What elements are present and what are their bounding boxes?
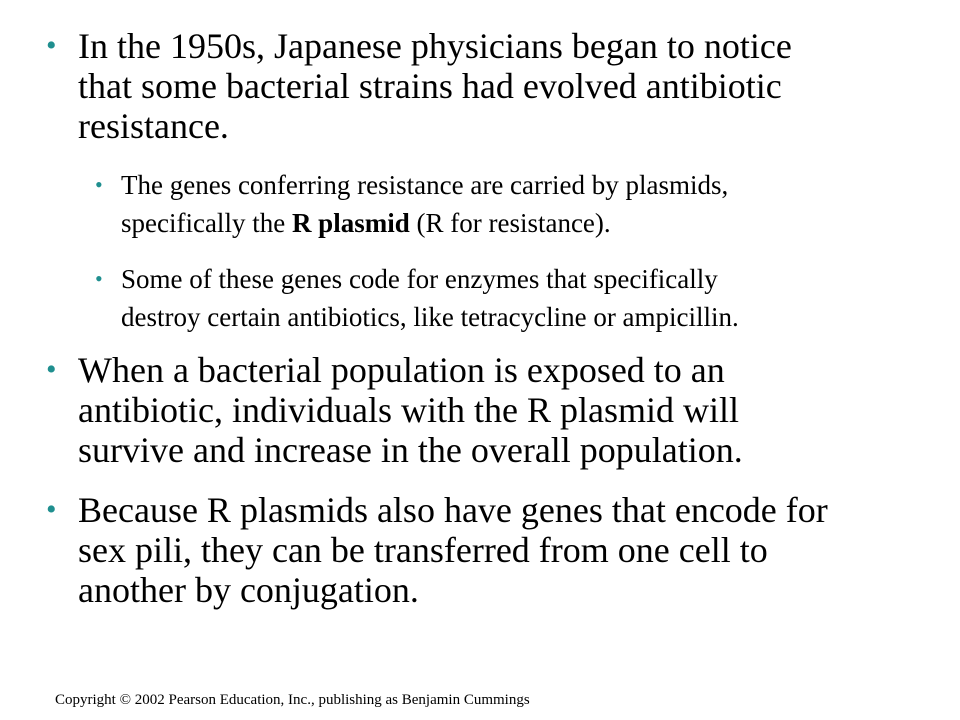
bullet-marker: • (95, 172, 103, 197)
text-line: The genes conferring resistance are carried by plasmids, (121, 170, 729, 200)
copyright-notice: Copyright © 2002 Pearson Education, Inc., publishing as Benjamin Cummings (55, 692, 530, 708)
bullet-text (78, 26, 792, 146)
text-line: another by conjugation. (78, 570, 419, 610)
text-line: Because R plasmids also have genes that encode for (78, 490, 828, 530)
text-segment: (R for resistance). (409, 208, 611, 238)
text-line: Some of these genes code for enzymes that specifically (121, 264, 718, 294)
text-segment: specifically the (121, 208, 292, 238)
bold-term-r-plasmid: R plasmid (291, 208, 410, 238)
bullet-text (121, 260, 739, 336)
text-line: antibiotic, individuals with the R plasmid will (78, 390, 739, 430)
text-line: resistance. (78, 106, 229, 146)
text-line: that some bacterial strains had evolved antibiotic (78, 66, 782, 106)
text-line (121, 204, 728, 242)
text-line: In the 1950s, Japanese physicians began to notice (78, 26, 792, 66)
bullet-text (78, 490, 828, 610)
text-line: survive and increase in the overall population. (78, 430, 743, 470)
text-line: When a bacterial population is exposed to an (78, 350, 725, 390)
text-line: destroy certain antibiotics, like tetracycline or ampicillin. (121, 302, 739, 332)
text-line: sex pili, they can be transferred from one cell to (78, 530, 768, 570)
bullet-marker: • (95, 266, 103, 291)
bullet-text (78, 350, 743, 470)
bullet-marker: • (46, 493, 57, 526)
bullet-text (121, 166, 728, 242)
bullet-marker: • (46, 29, 57, 62)
bullet-marker: • (46, 353, 57, 386)
